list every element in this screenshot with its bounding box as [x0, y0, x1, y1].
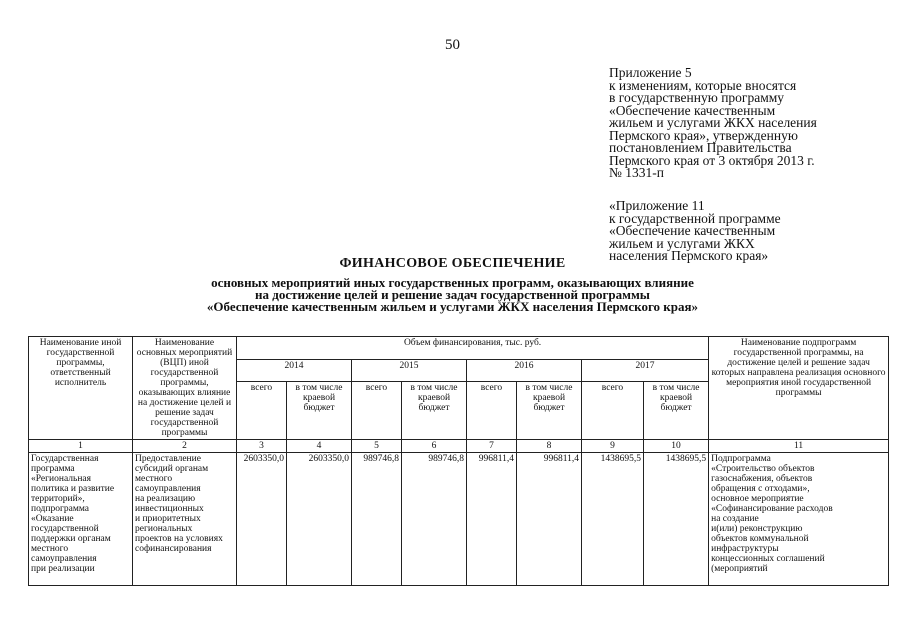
appendix-5-line: жильем и услугами ЖКХ населения	[609, 115, 817, 130]
subtitle-line: на достижение целей и решение задач государственной программы	[255, 287, 650, 302]
appendix-11-line: «Приложение 11	[609, 198, 705, 213]
appendix-5-line: в государственную программу	[609, 90, 785, 105]
value-2014-total: 2603350,0	[237, 453, 287, 586]
appendix-11-line: «Обеспечение качественным	[609, 223, 776, 238]
header-regional: в том числе краевой бюджет	[287, 382, 352, 440]
column-number: 4	[287, 440, 352, 453]
column-number: 8	[517, 440, 582, 453]
appendix-5-line: № 1331-п	[609, 165, 664, 180]
appendix-5-line: Пермского края», утвержденную	[609, 127, 798, 143]
appendix-11-line: к государственной программе	[609, 210, 781, 226]
value-2016-regional: 996811,4	[517, 453, 582, 586]
column-numbers-row	[29, 440, 889, 453]
row-subprogram-cell: Подпрограмма «Строительство объектов газоснабжения, объектов обращения с отходами», основное мероприятие «Софинансирование расходов на создание и(или) реконструкцию объектов коммунальной инфраструктуры концессионных соглашений (мероприятий	[709, 453, 889, 586]
header-year: 2017	[582, 359, 709, 382]
row-measure-cell: Предоставление субсидий органам местного самоуправления на реализацию инвестиционных и приоритетных региональных проектов на условиях софинансирования	[133, 453, 237, 586]
value-2017-total: 1438695,5	[582, 453, 644, 586]
page-number: 50	[445, 37, 460, 53]
appendix-5-line: «Обеспечение качественным	[609, 102, 776, 118]
header-year: 2015	[352, 359, 467, 382]
row-program-cell: Государственная программа «Региональная политика и развитие территорий», подпрограмма «Оказание государственной поддержки органам местного самоуправления при реализации	[29, 453, 133, 586]
header-program: Наименование иной государственной программы, ответственный исполнитель	[29, 337, 133, 440]
appendix-5-line: к изменениям, которые вносятся	[609, 77, 797, 93]
table-row	[29, 453, 889, 586]
header-total: всего	[582, 382, 644, 440]
header-regional: в том числе краевой бюджет	[402, 382, 467, 440]
header-regional: в том числе краевой бюджет	[517, 382, 582, 440]
document-subtitle	[0, 277, 905, 313]
header-year: 2016	[467, 359, 582, 382]
column-number: 6	[402, 440, 467, 453]
header-funding: Объем финансирования, тыс. руб.	[237, 337, 709, 360]
value-2016-total: 996811,4	[467, 453, 517, 586]
table-header-row	[29, 337, 889, 360]
column-number: 2	[133, 440, 237, 453]
value-2014-regional: 2603350,0	[287, 453, 352, 586]
column-number: 10	[644, 440, 709, 453]
header-subprogram: Наименование подпрограмм государственной программы, на достижение целей и решение задач которых направлена реализация основного мероприятия иной государственной программы	[709, 337, 889, 440]
header-year: 2014	[237, 359, 352, 382]
appendix-5-line: Приложение 5	[609, 65, 692, 80]
header-regional: в том числе краевой бюджет	[644, 382, 709, 440]
value-2015-total: 989746,8	[352, 453, 402, 586]
appendix-11-line: населения Пермского края»	[609, 248, 769, 263]
appendix-11-line: жильем и услугами ЖКХ	[609, 235, 755, 251]
header-total: всего	[467, 382, 517, 440]
column-number: 1	[29, 440, 133, 453]
subtitle-line: основных мероприятий иных государственных программ, оказывающих влияние	[211, 275, 694, 290]
header-total: всего	[352, 382, 402, 440]
column-number: 9	[582, 440, 644, 453]
header-total: всего	[237, 382, 287, 440]
column-number: 11	[709, 440, 889, 453]
appendix-5-line: постановлением Правительства	[609, 140, 792, 155]
appendix-5-line: Пермского края от 3 октября 2013 г.	[609, 152, 815, 168]
column-number: 7	[467, 440, 517, 453]
column-number: 5	[352, 440, 402, 453]
header-measure: Наименование основных мероприятий (ВЦП) иной государственной программы, оказывающих влияние на достижение целей и решение задач государственной программы	[133, 337, 237, 440]
value-2017-regional: 1438695,5	[644, 453, 709, 586]
value-2015-regional: 989746,8	[402, 453, 467, 586]
subtitle-line: «Обеспечение качественным жильем и услугами ЖКХ населения Пермского края»	[206, 299, 699, 314]
appendix-5-note	[609, 67, 817, 180]
document-title: ФИНАНСОВОЕ ОБЕСПЕЧЕНИЕ	[339, 256, 566, 271]
column-number: 3	[237, 440, 287, 453]
appendix-11-note	[609, 200, 781, 263]
financing-table	[28, 336, 889, 586]
